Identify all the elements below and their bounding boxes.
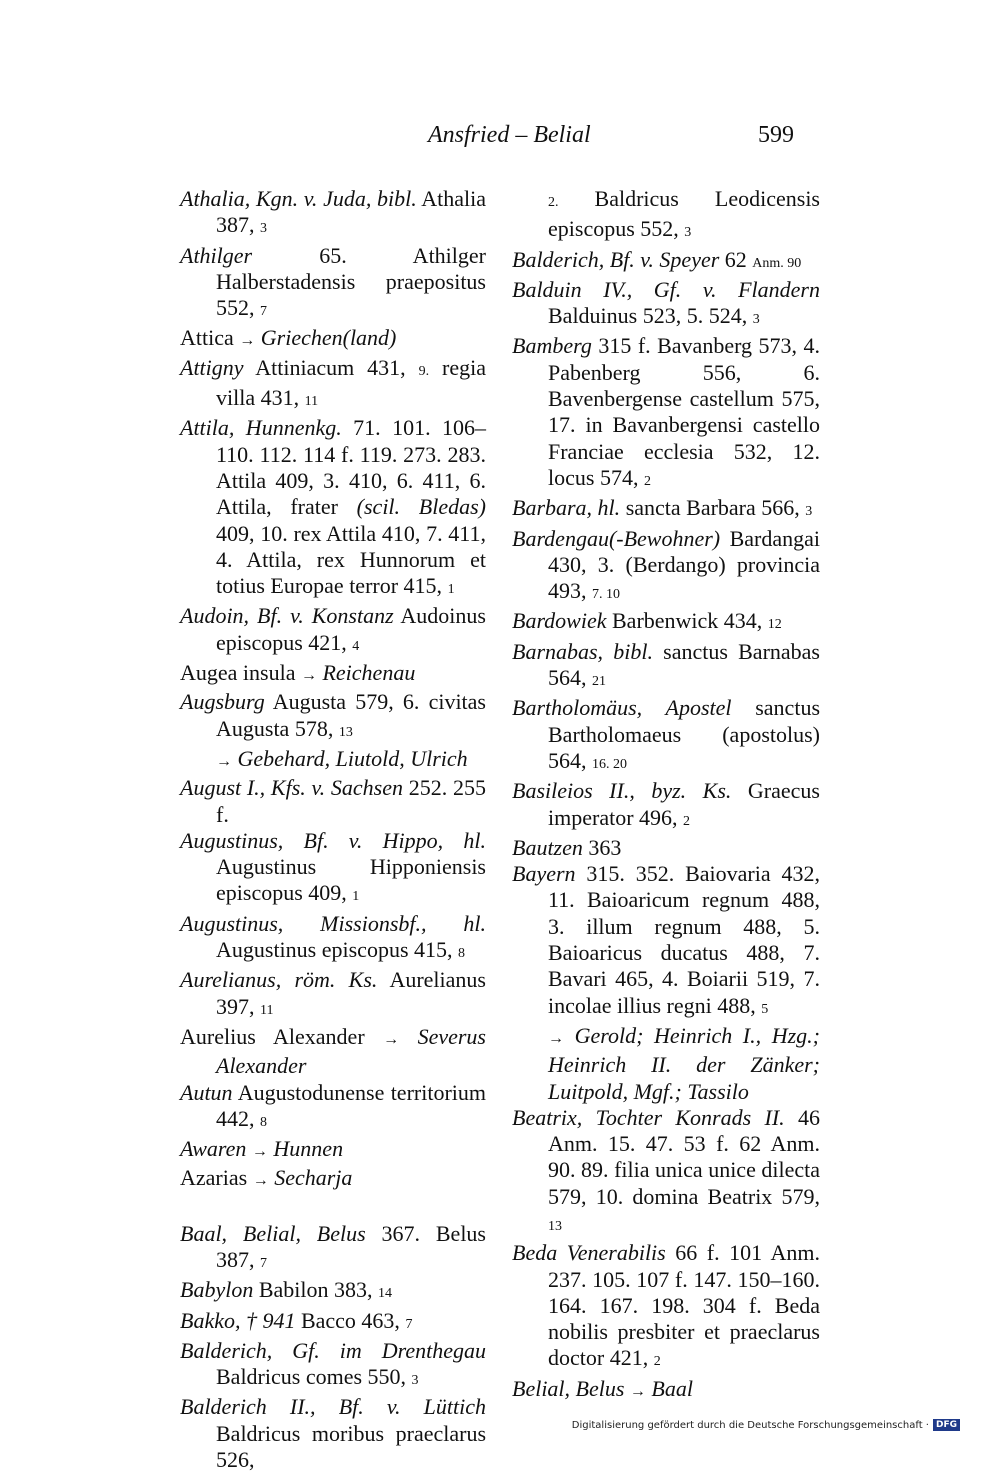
entry-headword: Bamberg <box>512 333 592 359</box>
see-reference-arrow-icon: → <box>383 1030 400 1048</box>
entry-headword: Augsburg <box>180 689 265 715</box>
entry-text: Augustinus episcopus 415, <box>216 937 458 963</box>
entry-headword: Augustinus, Missionsbf., hl. <box>180 910 486 936</box>
line-number: 7 <box>260 1255 267 1271</box>
entry-headword: Baal, Belial, Belus <box>180 1220 366 1246</box>
line-number: 11 <box>260 1002 274 1018</box>
line-number: 3 <box>752 312 760 328</box>
line-number: 11 <box>304 394 319 410</box>
entry-text: Barbenwick 434, <box>606 608 768 634</box>
see-reference-arrow-icon: → <box>300 667 317 685</box>
cross-reference: Secharja <box>268 1165 353 1191</box>
line-number: 14 <box>378 1286 392 1302</box>
entry-text: Baldricus moribus praeclarus 526, <box>216 1420 486 1473</box>
entry-headword: Awaren <box>180 1136 247 1162</box>
line-number: 2. <box>548 195 559 210</box>
index-entry <box>180 1221 486 1278</box>
entry-text: 62 <box>719 246 753 272</box>
index-entry <box>180 325 486 354</box>
line-number: 9. <box>418 363 430 379</box>
entry-text: sanctus Bartholomaeus (apostolus) 564, <box>548 695 820 773</box>
index-entry <box>180 243 486 326</box>
entry-headword: Bardowiek <box>512 608 607 634</box>
index-entry <box>180 1394 486 1473</box>
entry-text: Augea insula <box>180 660 301 686</box>
entry-headword: Balderich II., Bf. v. Lüttich <box>180 1394 486 1420</box>
entry-text: 315 f. Bavanberg 573, 4. Pabenberg 556, 6. Bavenbergense castellum 575, 17. in Bavanbergensi castello Franciae ecclesia 532, 12. locus 574, <box>548 333 820 490</box>
entry-text: 252. 255 f. <box>216 775 486 827</box>
index-entry <box>512 333 820 495</box>
index-entry <box>180 660 486 689</box>
index-column-left <box>180 186 486 1473</box>
entry-headword: Attila, Hunnenkg. <box>180 415 342 441</box>
index-entry <box>180 689 486 746</box>
see-reference-arrow-icon: → <box>252 1172 269 1190</box>
entry-text: Augustodunense territorium 442, <box>216 1079 486 1131</box>
line-number: 3 <box>260 221 267 237</box>
line-number: 13 <box>548 1218 562 1234</box>
entry-text: Graecus imperator 496, <box>548 778 820 830</box>
index-entry <box>180 746 486 775</box>
running-head: Ansfried – Belial <box>428 122 591 148</box>
line-number: 1 <box>447 582 455 598</box>
entry-headword: Bautzen <box>512 834 583 860</box>
see-reference-arrow-icon: → <box>239 332 256 350</box>
entry-headword: Balduin IV., Gf. v. Flandern <box>512 276 820 302</box>
line-number: 1 <box>352 889 360 905</box>
line-number: 8 <box>260 1114 267 1130</box>
index-entry <box>512 835 820 861</box>
line-number: 7 <box>260 304 267 320</box>
entry-text: Balduinus 523, 5. 524, <box>548 303 753 329</box>
entry-headword: Attigny <box>180 354 244 380</box>
index-entry <box>512 1105 820 1240</box>
index-entry <box>180 1080 486 1137</box>
index-entry <box>180 1136 486 1165</box>
cross-reference: Baal <box>645 1375 693 1401</box>
entry-text: Attiniacum 431, <box>243 354 419 380</box>
index-entry <box>512 526 820 609</box>
line-number: 2 <box>683 813 691 829</box>
index-entry <box>180 967 486 1024</box>
entry-text: sanctus Barnabas 564, <box>548 638 820 691</box>
footer-text: Digitalisierung gefördert durch die Deutsche Forschungsgemeinschaft · <box>571 1419 929 1431</box>
index-entry <box>180 186 486 243</box>
entry-headword: Balderich, Bf. v. Speyer <box>512 246 720 272</box>
entry-text: Attica <box>180 325 240 351</box>
index-entry <box>180 828 486 911</box>
line-number: 3 <box>684 225 692 241</box>
index-entry <box>512 861 820 1023</box>
entry-text: 71. 101. 106–110. 112. 114 f. 119. 273. 283. Attila 409, 3. 410, 6. 411, 6. Attila, frater <box>216 415 486 520</box>
entry-headword: Audoin, Bf. v. Konstanz <box>180 603 394 629</box>
line-number: 21 <box>592 674 606 690</box>
entry-text: Azarias <box>180 1165 253 1191</box>
entry-headword: Bardengau(-Bewohner) <box>512 525 721 551</box>
index-entry <box>512 1023 820 1105</box>
index-entry <box>180 1277 486 1307</box>
cross-reference: Severus Alexander <box>216 1023 486 1079</box>
entry-headword: Athilger <box>180 242 253 268</box>
see-reference-arrow-icon: → <box>251 1143 268 1161</box>
index-entry <box>180 603 486 660</box>
entry-headword: Basileios II., byz. Ks. <box>512 778 732 804</box>
line-number: Anm. 90 <box>752 255 802 271</box>
line-number: 7 <box>405 1316 413 1332</box>
index-entry <box>512 639 820 696</box>
footer <box>572 1419 960 1431</box>
index-entry <box>512 695 820 778</box>
entry-text: Babilon 383, <box>253 1277 378 1303</box>
page-number: 599 <box>758 122 794 148</box>
entry-text: 409, 10. rex Attila 410, 7. 411, 4. Attila, rex Hunnorum et totius Europae terror 415, <box>216 520 486 599</box>
entry-text: Bardangai 430, 3. (Berdango) provincia 493, <box>548 525 820 604</box>
entry-text: 363 <box>582 834 622 860</box>
entry-headword: Athalia, Kgn. v. Juda, bibl. <box>180 186 417 211</box>
index-entry <box>512 1376 820 1405</box>
entry-headword: Bakko, † 941 <box>180 1307 296 1333</box>
line-number: 16. 20 <box>592 756 627 772</box>
index-entry <box>180 911 486 968</box>
entry-text: 66 f. 101 Anm. 237. 105. 107 f. 147. 150–160. 164. 167. 198. 304 f. Beda nobilis presbiter et praeclarus doctor 421, <box>548 1240 820 1371</box>
see-reference-arrow-icon: → <box>629 1382 646 1400</box>
entry-text: regia villa 431, <box>216 354 487 411</box>
entry-headword: Barnabas, bibl. <box>512 638 653 664</box>
entry-headword: Beatrix, Tochter Konrads II. <box>512 1104 785 1130</box>
index-entry <box>512 186 820 247</box>
dfg-logo: DFG <box>933 1419 960 1431</box>
line-number: 7. 10 <box>592 587 620 603</box>
entry-text: 367. Belus 387, <box>216 1220 486 1272</box>
entry-text: Athalia 387, <box>216 186 486 238</box>
entry-headword: Barbara, hl. <box>512 495 621 521</box>
cross-reference: Gerold; Heinrich I., Hzg.; Heinrich II. der Zänker; Luitpold, Mgf.; Tassilo <box>548 1022 820 1104</box>
entry-headword: Bayern <box>512 861 576 887</box>
entry-headword: Babylon <box>180 1277 254 1303</box>
entry-text: 46 Anm. 15. 47. 53 f. 62 Anm. 90. 89. filia unica unice dilecta 579, 10. domina Beatrix 579, <box>548 1104 820 1209</box>
entry-headword: Bartholomäus, Apostel <box>512 695 732 721</box>
entry-headword: Balderich, Gf. im Drenthegau <box>180 1337 486 1363</box>
entry-text: 65. Athilger Halberstadensis praepositus 552, <box>216 242 486 321</box>
cross-reference: Hunnen <box>267 1136 344 1162</box>
index-entry <box>512 608 820 638</box>
entry-headword: Autun <box>180 1079 233 1105</box>
cross-reference: Griechen(land) <box>255 325 397 351</box>
line-number: 3 <box>411 1373 419 1389</box>
line-number: 5 <box>761 1001 769 1017</box>
index-entry <box>180 415 486 603</box>
line-number: 13 <box>338 724 353 740</box>
entry-headword: Aurelianus, röm. Ks. <box>180 967 378 993</box>
line-number: 2 <box>653 1354 661 1370</box>
index-entry <box>512 247 820 277</box>
index-entry <box>180 1165 486 1194</box>
entry-text: sancta Barbara 566, <box>620 495 806 521</box>
index-entry <box>512 1240 820 1375</box>
line-number: 2 <box>643 473 651 489</box>
cross-reference: Gebehard, Liutold, Ulrich <box>232 745 468 771</box>
index-entry <box>180 1024 486 1080</box>
entry-text: Baldricus Leodicensis episcopus 552, <box>548 186 820 242</box>
entry-text: Bacco 463, <box>295 1307 406 1333</box>
index-entry <box>512 778 820 835</box>
line-number: 4 <box>352 638 360 654</box>
entry-headword: August I., Kfs. v. Sachsen <box>180 775 403 801</box>
entry-headword: Beda Venerabilis <box>512 1240 666 1266</box>
entry-text: Audoinus episcopus 421, <box>216 603 486 655</box>
index-entry <box>180 1338 486 1395</box>
entry-text: Augustinus Hipponiensis episcopus 409, <box>216 854 486 906</box>
entry-headword: Belial, Belus <box>512 1375 625 1401</box>
line-number: 8 <box>458 946 465 962</box>
index-entry <box>512 495 820 525</box>
see-reference-arrow-icon: → <box>216 752 232 770</box>
entry-headword: Augustinus, Bf. v. Hippo, hl. <box>180 827 486 853</box>
entry-text: Baldricus comes 550, <box>216 1364 412 1390</box>
index-entry <box>512 277 820 334</box>
entry-text: 315. 352. Baiovaria 432, 11. Baioaricum regnum 488, 3. illum regnum 488, 5. Baioaricus ducatus 488, 7. Bavari 465, 4. Boiarii 519, 7. incolae illius regni 488, <box>548 861 820 1018</box>
cross-reference: (scil. Bledas) <box>356 494 486 520</box>
line-number: 12 <box>767 617 782 633</box>
index-entry <box>180 355 486 416</box>
entry-text: Aurelianus 397, <box>216 967 486 1019</box>
cross-reference: Reichenau <box>316 660 416 686</box>
line-number: 3 <box>805 504 813 520</box>
index-column-right <box>512 186 820 1405</box>
index-entry <box>180 775 486 828</box>
entry-text: Aurelius Alexander <box>180 1023 384 1049</box>
index-entry <box>180 1308 486 1338</box>
entry-text: Augusta 579, 6. civitas Augusta 578, <box>216 689 486 741</box>
see-reference-arrow-icon: → <box>548 1029 564 1047</box>
